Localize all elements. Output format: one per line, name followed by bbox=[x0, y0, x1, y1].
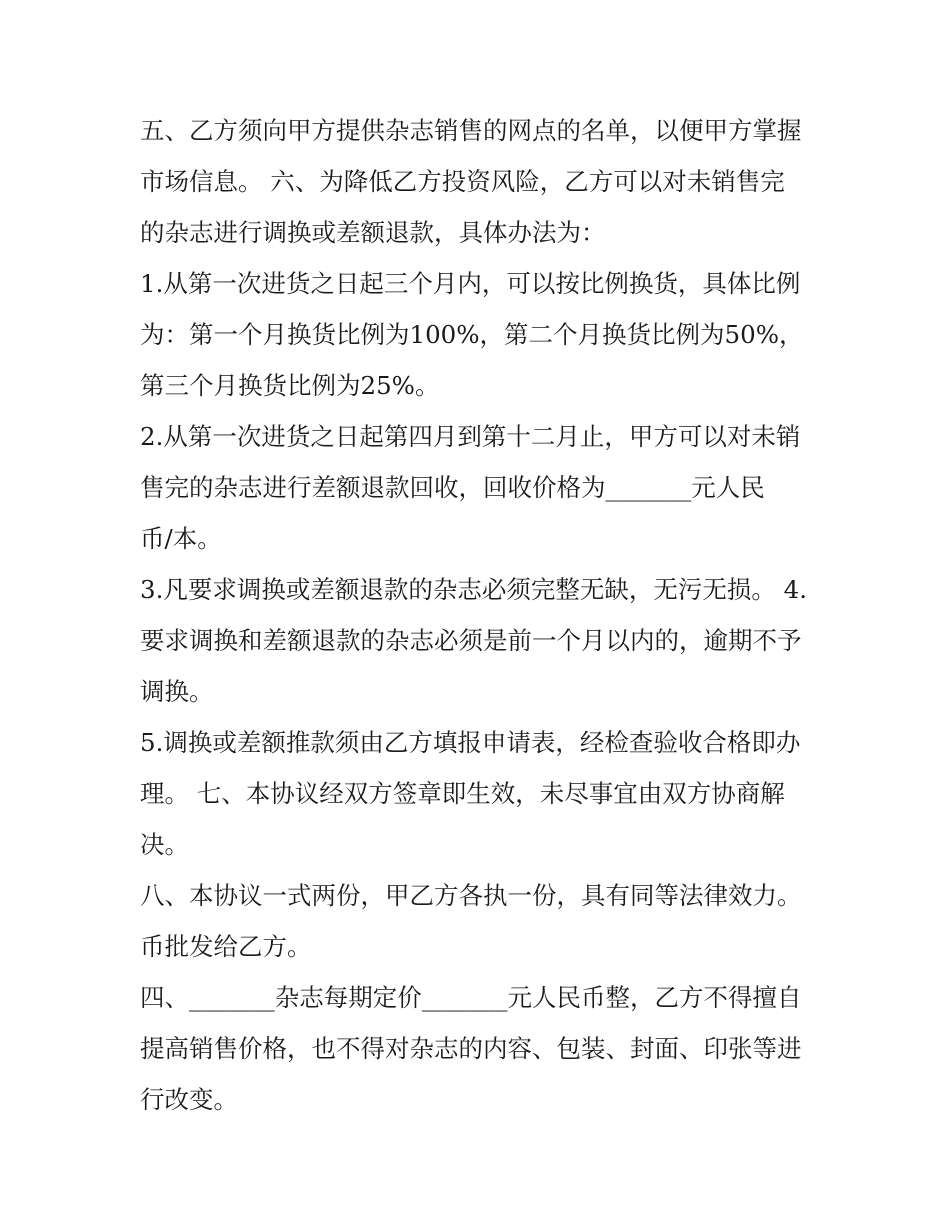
text-line: 1.从第一次进货之日起三个月内，可以按比例换货，具体比例 bbox=[140, 269, 801, 298]
text-line: 币批发给乙方。 bbox=[140, 932, 312, 961]
text-line: 调换。 bbox=[140, 677, 214, 706]
text-line: 理。 七、本协议经双方签章即生效，未尽事宜由双方协商解 bbox=[140, 779, 785, 808]
text-line: 要求调换和差额退款的杂志必须是前一个月以内的，逾期不予 bbox=[140, 626, 802, 655]
text-line: 决。 bbox=[140, 830, 189, 859]
text-line: 为：第一个月换货比例为100%，第二个月换货比例为50%， bbox=[140, 320, 804, 349]
text-line: 的杂志进行调换或差额退款，具体办法为： bbox=[140, 218, 606, 247]
text-line: 市场信息。 六、为降低乙方投资风险，乙方可以对未销售完 bbox=[140, 167, 785, 196]
text-line: 3.凡要求调换或差额退款的杂志必须完整无缺，无污无损。 4. bbox=[140, 575, 808, 604]
text-line: 5.调换或差额推款须由乙方填报申请表，经检查验收合格即办 bbox=[140, 728, 801, 757]
text-line: 四、_______杂志每期定价_______元人民币整，乙方不得擅自 bbox=[140, 983, 802, 1012]
text-line: 2.从第一次进货之日起第四月到第十二月止，甲方可以对未销 bbox=[140, 422, 801, 451]
text-line: 售完的杂志进行差额退款回收，回收价格为_______元人民 bbox=[140, 473, 765, 502]
text-line: 八、本协议一式两份，甲乙方各执一份，具有同等法律效力。 bbox=[140, 881, 802, 910]
text-line: 提高销售价格，也不得对杂志的内容、包装、封面、印张等进 bbox=[140, 1034, 802, 1063]
text-line: 行改变。 bbox=[140, 1085, 238, 1114]
text-line: 币/本。 bbox=[140, 524, 222, 553]
document-body bbox=[140, 105, 820, 1125]
text-line: 五、乙方须向甲方提供杂志销售的网点的名单，以便甲方掌握 bbox=[140, 116, 802, 145]
text-line: 第三个月换货比例为25%。 bbox=[140, 371, 440, 400]
